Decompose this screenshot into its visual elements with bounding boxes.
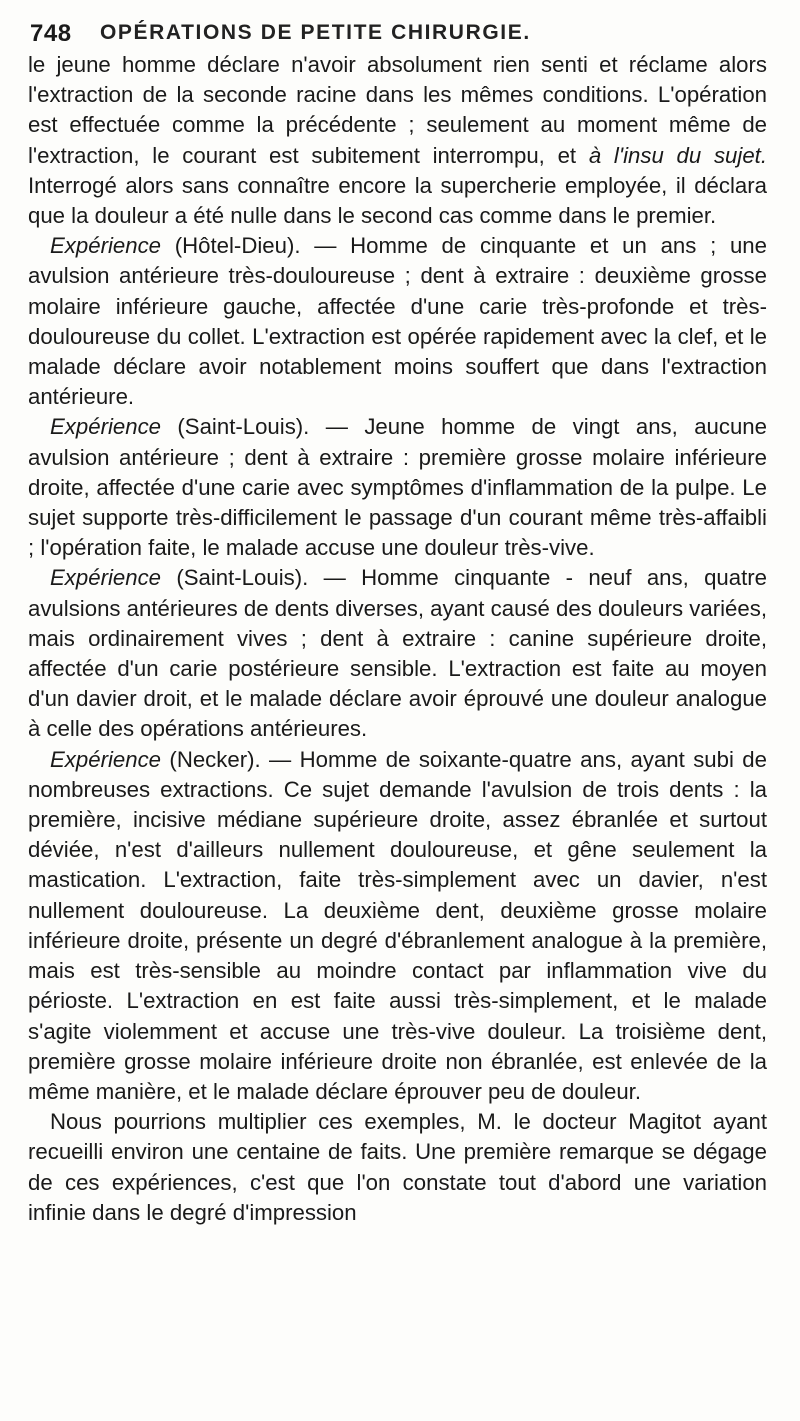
paragraph-experience-necker	[28, 745, 767, 1107]
body-text	[28, 50, 767, 1228]
experience-label: Expérience	[50, 746, 162, 772]
paragraph-continuation	[28, 50, 767, 231]
paragraph-text: (Saint-Louis). — Jeune homme de vingt ans, aucune avulsion antérieure ; dent à extraire : première grosse molaire inférieure droite, affectée d'une carie avec symptômes d'inflammation de la pulpe. Le sujet supporte très-difficilement le passage d'un courant même très-affaibli ; l'opération faite, le malade accuse une douleur très-vive.	[28, 414, 767, 561]
paragraph-experience-saint-louis-1	[28, 412, 767, 563]
experience-label: Expérience	[50, 414, 162, 440]
paragraph-text: le jeune homme déclare n'avoir absolument rien senti et réclame alors l'extraction de la seconde racine dans les mêmes conditions. L'opération est effectuée comme la précédente ; seulement au moment même de l'extraction, le courant est subitement interrompu, et	[28, 52, 767, 168]
paragraph-experience-hotel-dieu	[28, 231, 767, 412]
paragraph-conclusion	[28, 1107, 767, 1228]
experience-label: Expérience	[50, 233, 162, 259]
paragraph-experience-saint-louis-2	[28, 563, 767, 744]
paragraph-text: Nous pourrions multiplier ces exemples, M. le docteur Magitot ayant recueilli environ une centaine de faits. Une première remarque se dégage de ces expériences, c'est que l'on constate tout d'abord une variation infinie dans le degré d'impression	[28, 1109, 767, 1225]
paragraph-text: (Saint-Louis). — Homme cinquante - neuf ans, quatre avulsions antérieures de dents diverses, ayant causé des douleurs variées, mais ordinairement vives ; dent à extraire : canine supérieure droite, affectée d'un carie postérieure sensible. L'extraction est faite au moyen d'un davier droit, et le malade déclare avoir éprouvé une douleur analogue à celle des opérations antérieures.	[28, 565, 767, 742]
running-title: OPÉRATIONS DE PETITE CHIRURGIE.	[100, 21, 531, 44]
page-number: 748	[30, 20, 72, 47]
italic-phrase: à l'insu du sujet.	[588, 142, 767, 168]
paragraph-text: (Necker). — Homme de soixante-quatre ans, ayant subi de nombreuses extractions. Ce sujet demande l'avulsion de trois dents : la première, incisive médiane supérieure droite, assez ébranlée et surtout déviée, n'est d'ailleurs nullement douloureuse, et gêne seulement la mastication. L'extraction, faite très-simplement avec un davier, n'est nullement douloureuse. La deuxième dent, deuxième grosse molaire inférieure droite, présente un degré d'ébranlement analogue à la première, mais est très-sensible au moindre contact par inflammation vive du périoste. L'extraction en est faite aussi très-simplement, et le malade s'agite violemment et accuse une très-vive douleur. La troisième dent, première grosse molaire inférieure droite non ébranlée, est enlevée de la même manière, et le malade déclare éprouver peu de douleur.	[28, 746, 767, 1104]
paragraph-text: (Hôtel-Dieu). — Homme de cinquante et un ans ; une avulsion antérieure très-douloureuse ; dent à extraire : deuxième grosse molaire inférieure gauche, affectée d'une carie très-profonde et très-douloureuse du collet. L'extraction est opérée rapidement avec la clef, et le malade déclare avoir notablement moins souffert que dans l'extraction antérieure.	[28, 233, 767, 410]
paragraph-text-after: Interrogé alors sans connaître encore la supercherie employée, il déclara que la douleur a été nulle dans le second cas comme dans le premier.	[28, 172, 767, 229]
experience-label: Expérience	[50, 565, 162, 591]
